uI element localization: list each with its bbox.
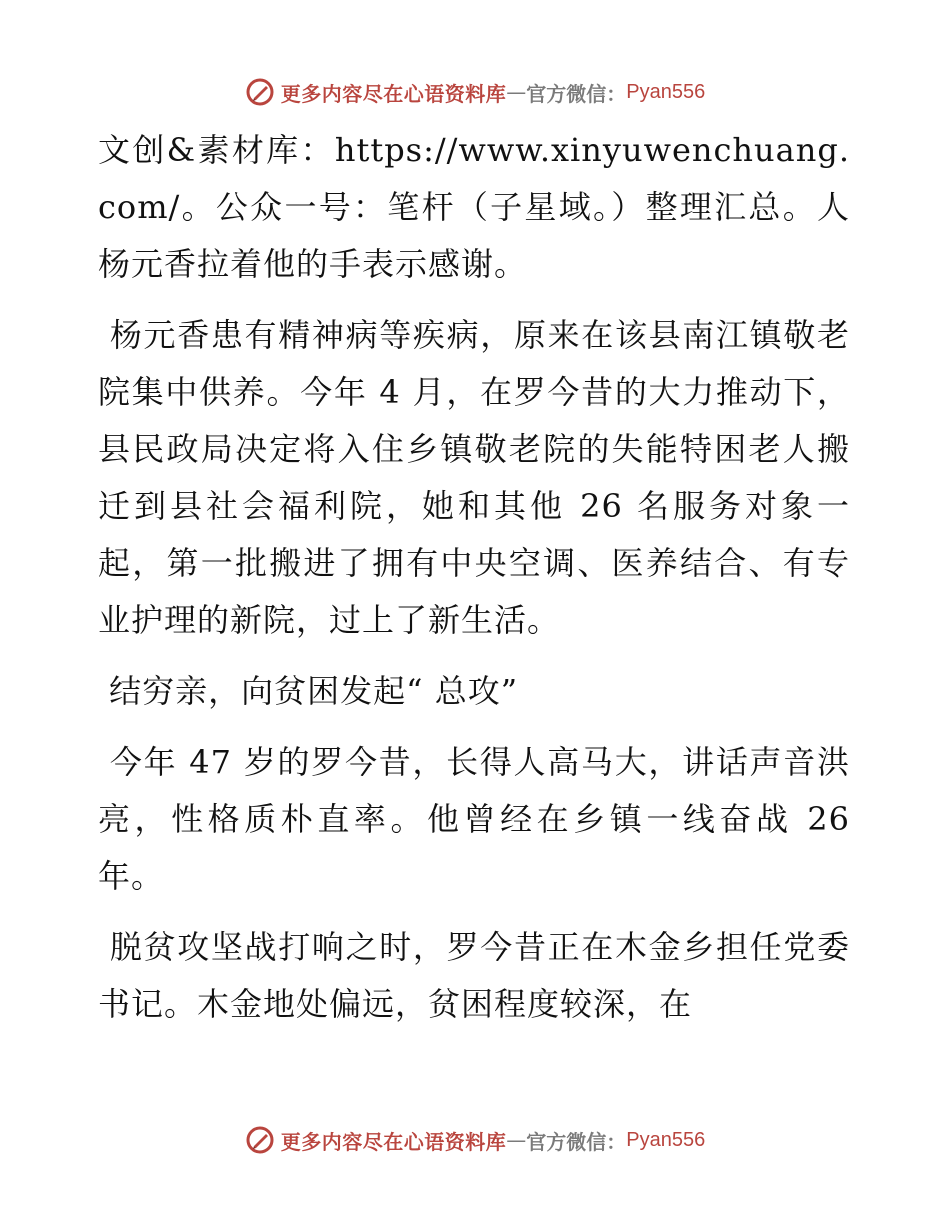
document-body xyxy=(98,122,862,1047)
paragraph-2: 杨元香患有精神病等疾病，原来在该县南江镇敬老院集中供养。今年 4 月，在罗今昔的大力推动下，县民政局决定将入住乡镇敬老院的失能特困老人搬迁到县社会福利院，她和其他 26 名服务对象一起，第一批搬进了拥有中央空调、医养结合、有专业护理的新院，过上了新生活。 xyxy=(98,316,850,639)
pen-logo-icon xyxy=(245,77,275,107)
paragraph-3: 今年 47 岁的罗今昔，长得人高马大，讲话声音洪亮，性格质朴直率。他曾经在乡镇一线奋战 26 年。 xyxy=(98,743,862,895)
header-dash: — xyxy=(506,80,527,104)
footer-wechat-label: 官方微信： xyxy=(526,1129,627,1154)
pen-logo-icon xyxy=(245,1125,275,1155)
section-heading: 结穷亲，向贫困发起“ 总攻” xyxy=(98,672,519,710)
header-brand: 更多内容尽在心语资料库 xyxy=(280,81,507,106)
footer-dash: — xyxy=(506,1128,527,1152)
footer-banner xyxy=(0,1120,950,1160)
footer-brand: 更多内容尽在心语资料库 xyxy=(280,1129,507,1154)
header-wechat-id: Pyan556 xyxy=(626,80,706,103)
header-wechat-label: 官方微信： xyxy=(526,81,627,106)
header-banner xyxy=(0,72,950,112)
footer-wechat-id: Pyan556 xyxy=(626,1128,706,1151)
paragraph-1: 文创&素材库：https://www.xinyuwenchuang.com/。公众一号：笔杆（子星域。）整理汇总。人杨元香拉着他的手表示感谢。 xyxy=(98,131,850,283)
paragraph-4: 脱贫攻坚战打响之时，罗今昔正在木金乡担任党委书记。木金地处偏远，贫困程度较深，在 xyxy=(98,928,850,1023)
